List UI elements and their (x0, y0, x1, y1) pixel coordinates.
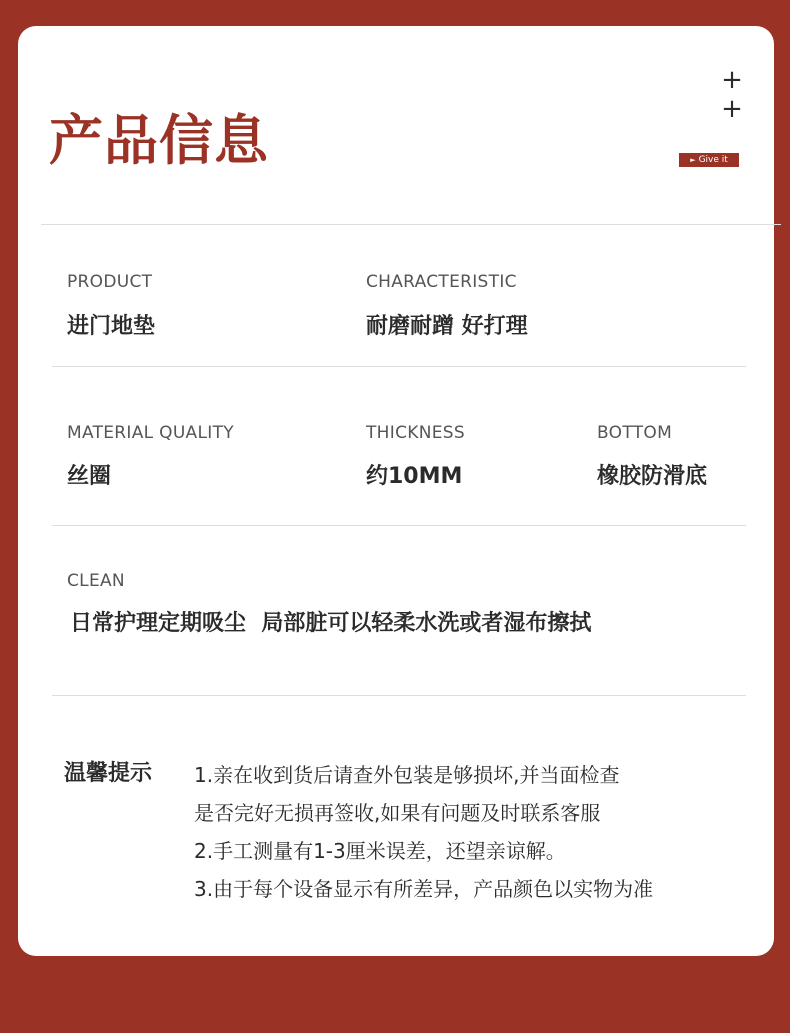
characteristic-value: 耐磨耐蹭 好打理 (366, 314, 528, 339)
bottom-value: 橡胶防滑底 (597, 464, 708, 489)
divider (52, 525, 746, 526)
plus-icon: + (721, 94, 743, 124)
play-arrow-icon: ► (690, 156, 696, 164)
thickness-value: 约10MM (366, 464, 463, 489)
divider (41, 224, 781, 225)
bottom-label: BOTTOM (597, 423, 673, 443)
clean-value: 日常护理定期吸尘 局部脏可以轻柔水洗或者湿布擦拭 (70, 611, 592, 636)
notice-line: 2.手工测量有1-3厘米误差，还望亲谅解。 (194, 839, 566, 863)
notice-line: 是否完好无损再签收,如果有问题及时联系客服 (194, 801, 601, 825)
characteristic-label: CHARACTERISTIC (366, 272, 517, 292)
clean-label: CLEAN (67, 571, 125, 591)
material-label: MATERIAL QUALITY (67, 423, 234, 443)
thickness-label: THICKNESS (366, 423, 465, 443)
give-it-label: Give it (698, 155, 728, 165)
material-value: 丝圈 (67, 464, 112, 489)
notice-title: 温馨提示 (64, 761, 153, 786)
plus-icon: + (721, 65, 743, 95)
product-label: PRODUCT (67, 272, 153, 292)
notice-line: 3.由于每个设备显示有所差异，产品颜色以实物为准 (194, 877, 654, 901)
product-value: 进门地垫 (67, 314, 156, 339)
page-title: 产品信息 (49, 109, 269, 172)
give-it-tag (679, 153, 739, 167)
info-card (18, 26, 774, 956)
divider (52, 366, 746, 367)
divider (52, 695, 746, 696)
notice-line: 1.亲在收到货后请查外包装是够损坏,并当面检查 (194, 763, 620, 787)
